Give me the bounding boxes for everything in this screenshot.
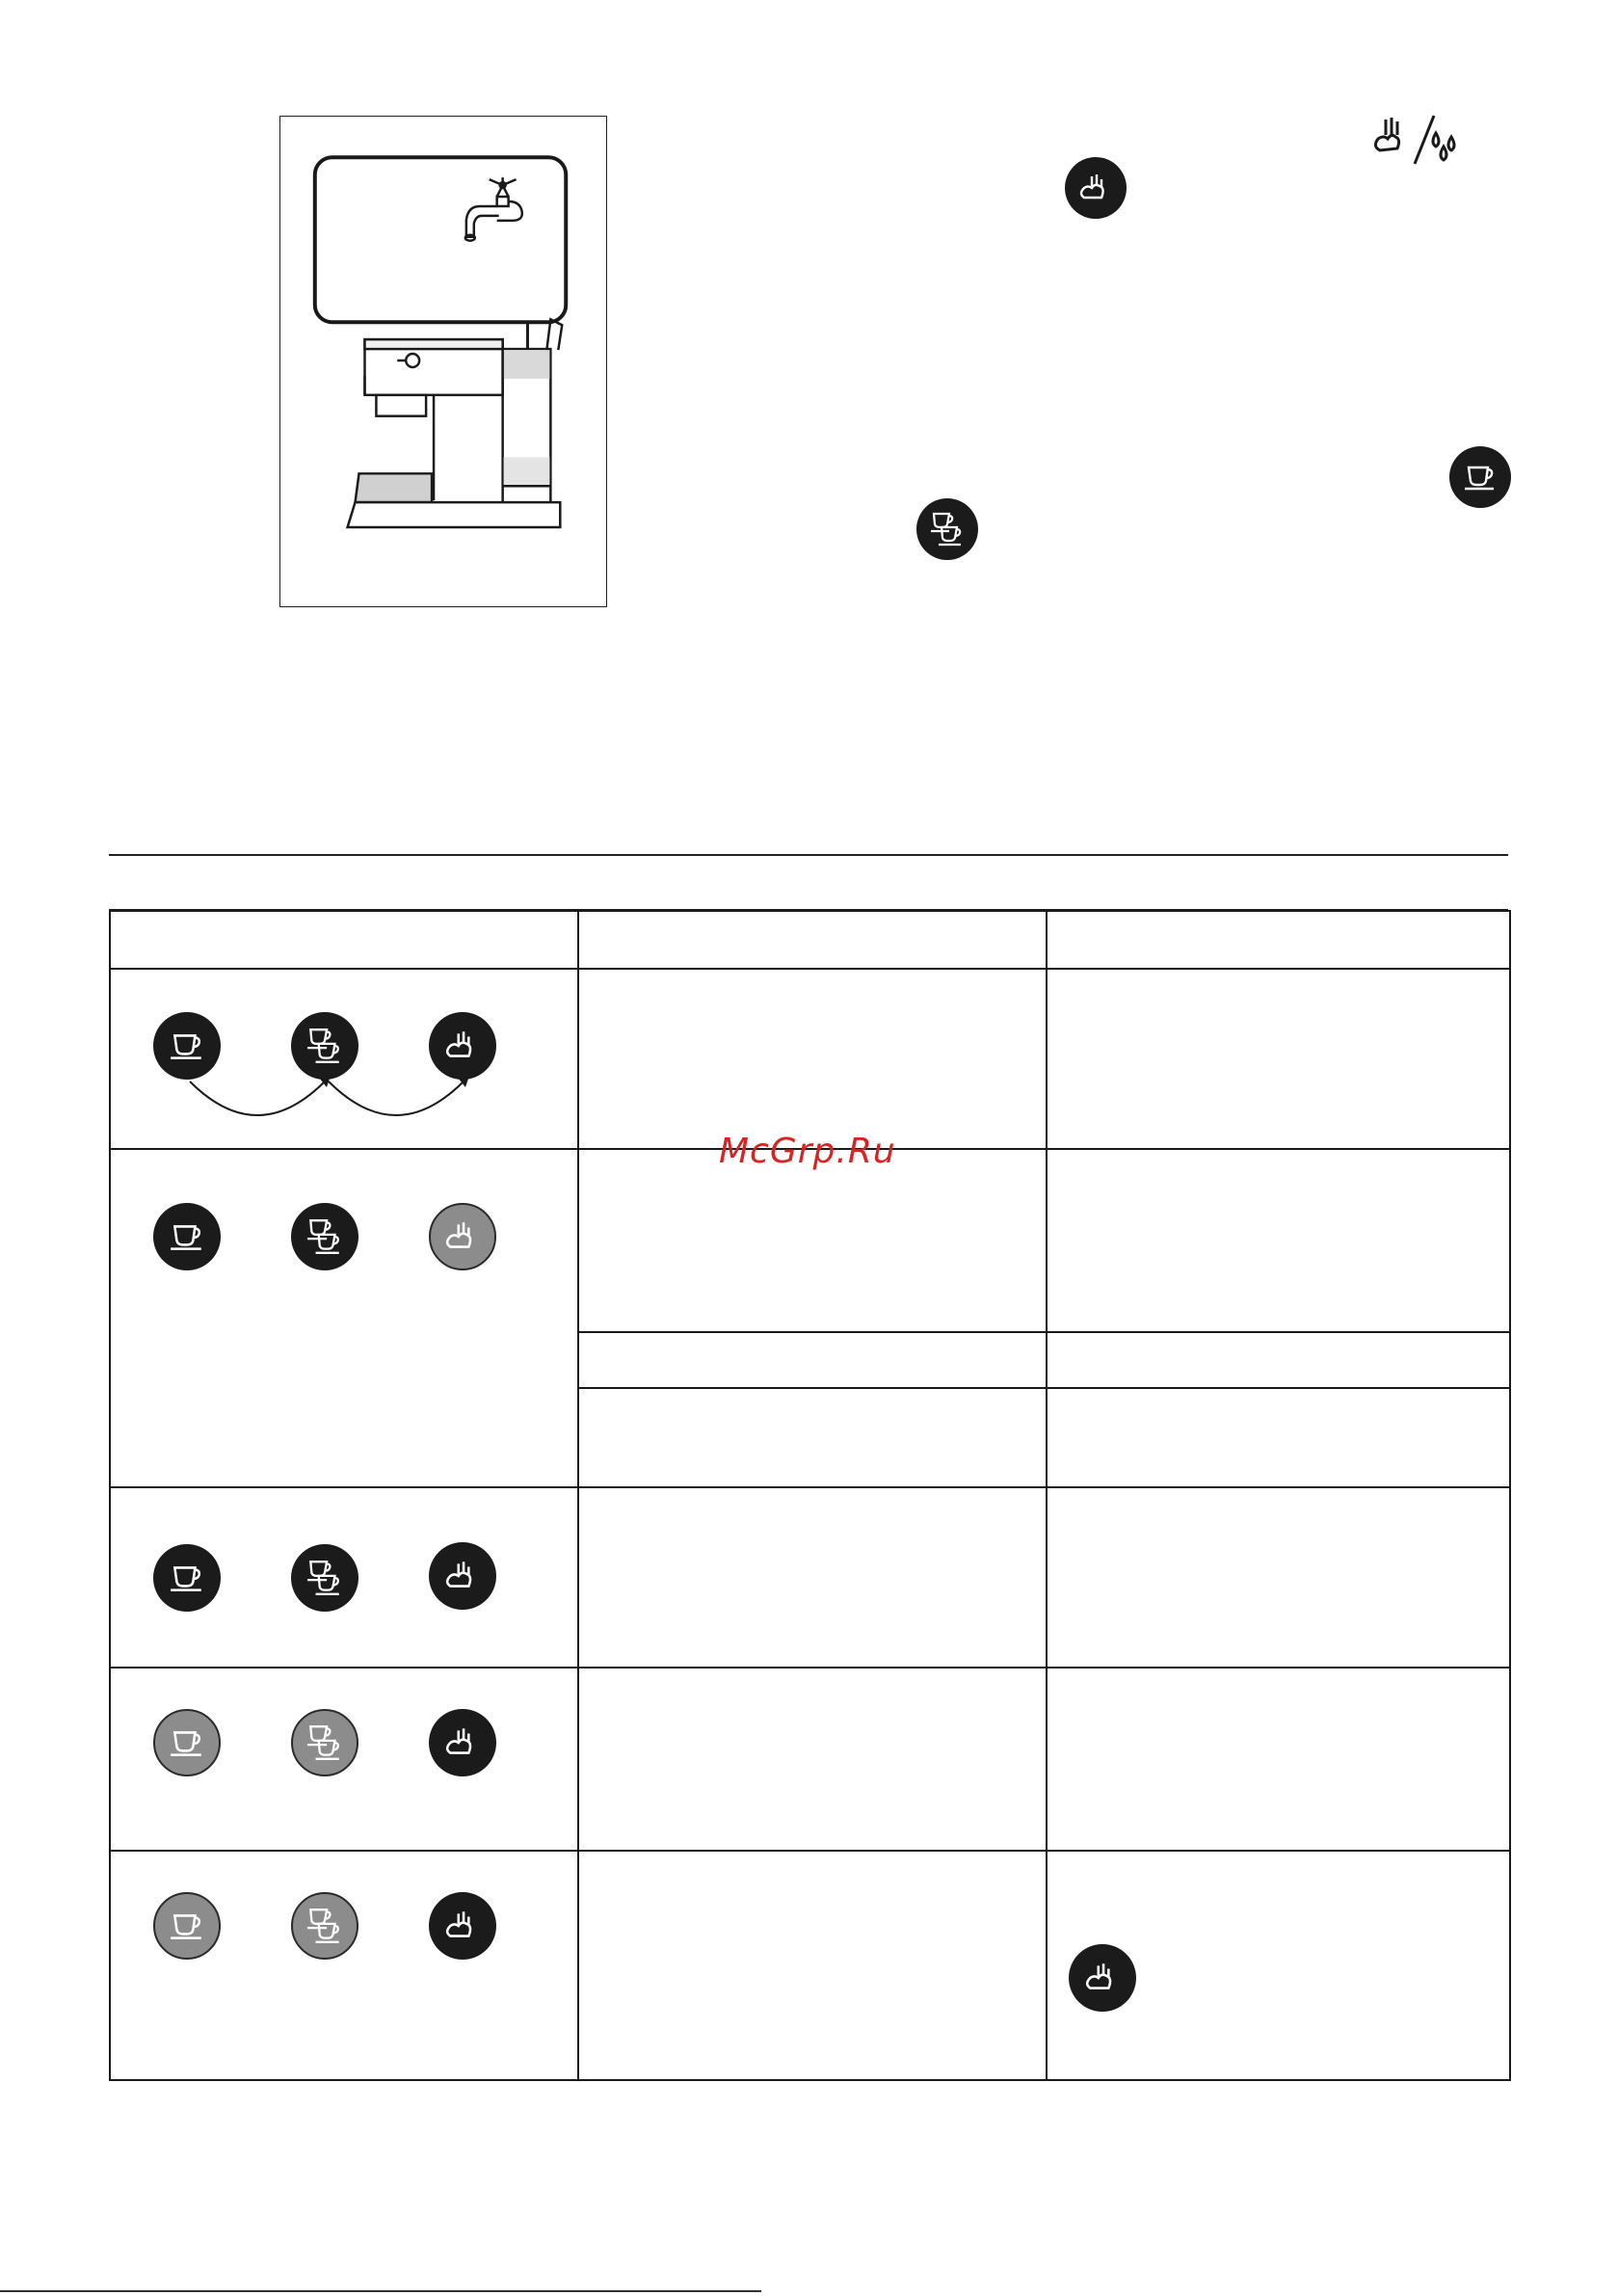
cause-cell bbox=[578, 1668, 1047, 1851]
table-row bbox=[110, 969, 1510, 1149]
one-cup-button-icon bbox=[153, 1203, 221, 1270]
table-row bbox=[110, 1668, 1510, 1851]
remedy-cell bbox=[1047, 969, 1510, 1149]
two-cup-button-icon bbox=[916, 498, 978, 560]
two-cup-button-icon bbox=[291, 1544, 358, 1612]
cause-cell bbox=[578, 969, 1047, 1149]
water-tank-illustration bbox=[279, 116, 607, 607]
one-cup-button-icon bbox=[1449, 446, 1511, 508]
two-cup-button-icon bbox=[291, 1709, 358, 1776]
table-header-row bbox=[110, 911, 1510, 969]
header-remedy bbox=[1047, 911, 1510, 969]
two-cup-button-icon bbox=[291, 1892, 358, 1960]
remedy-cell bbox=[1047, 1487, 1510, 1668]
indicator-status-table bbox=[109, 910, 1509, 2079]
remedy-cell bbox=[1047, 1388, 1510, 1487]
cause-cell bbox=[578, 1332, 1047, 1388]
remedy-cell bbox=[1047, 1668, 1510, 1851]
steam-button-icon bbox=[1069, 1944, 1136, 2012]
steam-button-icon bbox=[429, 1012, 496, 1080]
sequence-arrows-icon bbox=[178, 1074, 487, 1141]
indicator-cell bbox=[110, 1487, 578, 1668]
footer-rule bbox=[0, 2290, 761, 2292]
coffee-machine-icon bbox=[280, 117, 606, 606]
header-indicators bbox=[110, 911, 578, 969]
table-row bbox=[110, 1487, 1510, 1668]
cause-cell bbox=[578, 1487, 1047, 1668]
one-cup-button-icon bbox=[153, 1709, 221, 1776]
one-cup-button-icon bbox=[153, 1544, 221, 1612]
steam-button-icon bbox=[429, 1709, 496, 1776]
indicator-cell bbox=[110, 1668, 578, 1851]
cause-cell bbox=[578, 1388, 1047, 1487]
steam-water-icon bbox=[1372, 112, 1465, 166]
remedy-cell bbox=[1047, 1332, 1510, 1388]
header-cause bbox=[578, 911, 1047, 969]
remedy-cell bbox=[1047, 1149, 1510, 1332]
steam-button-icon bbox=[429, 1203, 496, 1270]
two-cup-button-icon bbox=[291, 1012, 358, 1080]
steam-button-icon bbox=[1065, 157, 1127, 219]
indicator-cell bbox=[110, 1149, 578, 1487]
table-row bbox=[110, 1851, 1510, 2080]
cause-cell bbox=[578, 1149, 1047, 1332]
steam-button-icon bbox=[429, 1892, 496, 1960]
remedy-cell bbox=[1047, 1851, 1510, 2080]
section-divider bbox=[109, 854, 1508, 856]
cause-cell bbox=[578, 1851, 1047, 2080]
two-cup-button-icon bbox=[291, 1203, 358, 1270]
indicator-cell bbox=[110, 1851, 578, 2080]
one-cup-button-icon bbox=[153, 1892, 221, 1960]
watermark-text: McGrp.Ru bbox=[719, 1132, 896, 1171]
one-cup-button-icon bbox=[153, 1012, 221, 1080]
table-row bbox=[110, 1149, 1510, 1332]
steam-button-icon bbox=[429, 1542, 496, 1610]
indicator-cell bbox=[110, 969, 578, 1149]
